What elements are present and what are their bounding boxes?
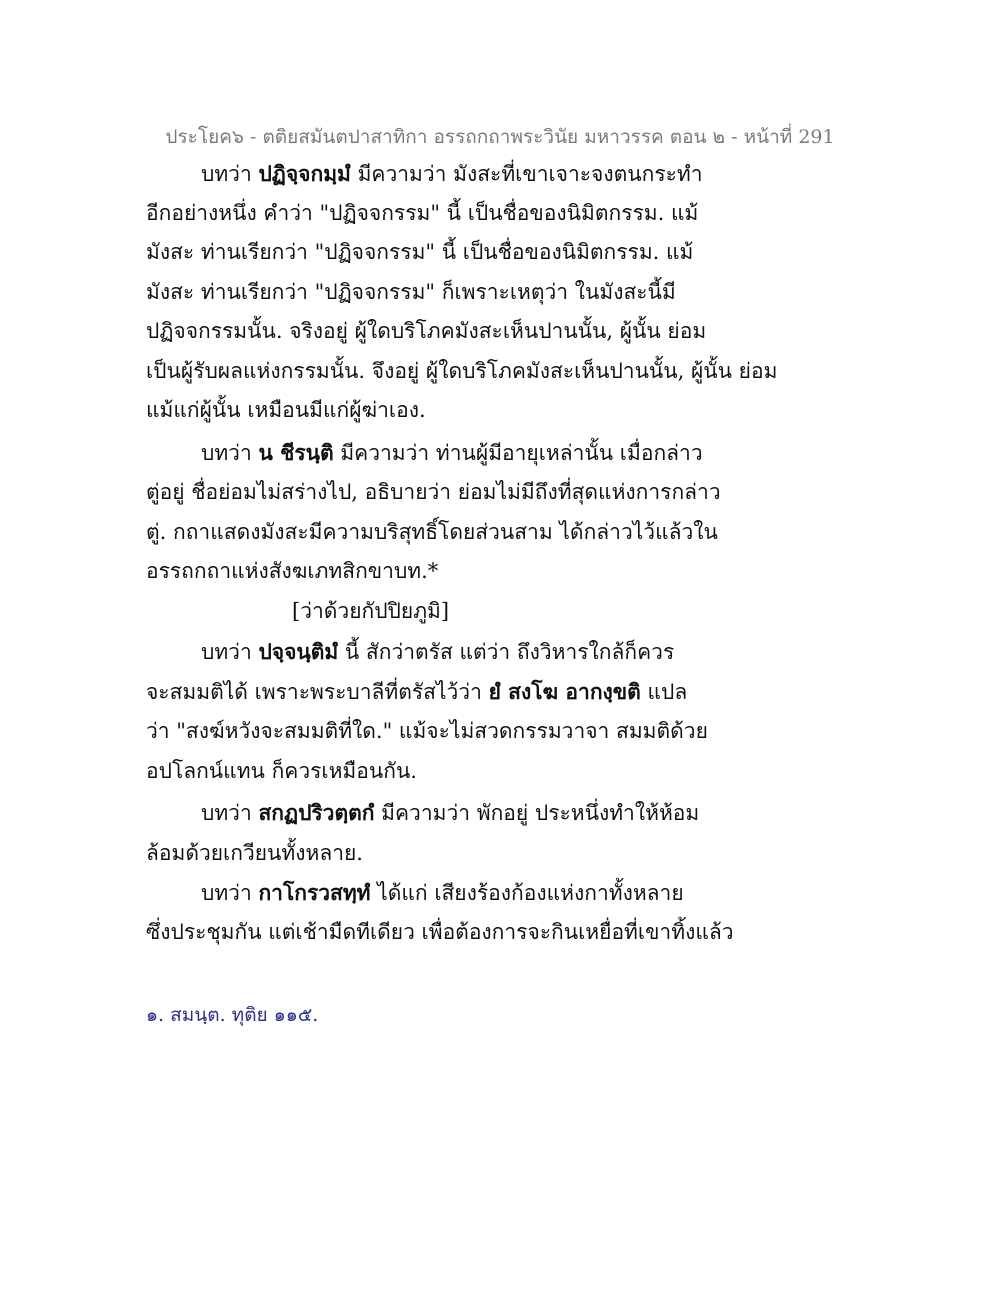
paragraph-2-line-3: ตู่. กถาแสดงมังสะมีความบริสุทธิ์โดยส่วนสาม ได้กล่าวไว้แล้วใน [146,520,718,544]
pali-term: สกฏปริวตฺตกํ [258,800,375,825]
paragraph-5-line-2: ซึ่งประชุมกัน แต่เช้ามืดทีเดียว เพื่อต้องการจะกินเหยื่อที่เขาทิ้งแล้ว [146,920,734,944]
pali-term: ปจฺจนฺติมํ [258,639,339,664]
text-run: มีความว่า มังสะที่เขาเจาะจงตนกระทำ [350,162,703,186]
paragraph-4-line-1 [201,799,699,827]
pali-term: ยํ สงโฆ อากงฺขติ [488,679,641,704]
paragraph-3-line-4: อปโลกน์แทน ก็ควรเหมือนกัน. [146,759,417,783]
section-heading: [ว่าด้วยกัปปิยภูมิ] [292,599,450,623]
text-run: แปล [640,680,688,704]
pali-term: น ชีรนฺติ [258,440,334,465]
text-run: จะสมมติได้ เพราะพระบาลีที่ตรัสไว้ว่า [146,680,489,704]
paragraph-1-line-7: แม้แก่ผู้นั้น เหมือนมีแก่ผู้ฆ่าเอง. [146,398,426,422]
page-header: ประโยค๖ - ตติยสมันตปาสาทิกา อรรถกถาพระวินัย มหาวรรค ตอน ๒ - หน้าที่ 291 [165,126,835,148]
paragraph-4-line-2: ล้อมด้วยเกวียนทั้งหลาย. [146,841,363,865]
text-run: มีความว่า ท่านผู้มีอายุเหล่านั้น เมื่อกล่าว [333,441,703,465]
paragraph-1-line-2: อีกอย่างหนึ่ง คำว่า "ปฏิจจกรรม" นี้ เป็นชื่อของนิมิตกรรม. แม้ [146,201,699,225]
paragraph-5-line-1 [201,879,684,907]
text-run: นี้ สักว่าตรัส แต่ว่า ถึงวิหารใกล้ก็ควร [338,640,675,664]
paragraph-1-line-3: มังสะ ท่านเรียกว่า "ปฏิจจกรรม" นี้ เป็นชื่อของนิมิตกรรม. แม้ [146,240,694,264]
footnote: ๑. สมนฺต. ทุติย ๑๑๕. [146,1004,319,1026]
pali-term: ปฏิจฺจกมฺมํ [258,161,351,186]
pali-term: กาโกรวสทฺทํ [258,880,371,905]
paragraph-1-line-4: มังสะ ท่านเรียกว่า "ปฏิจจกรรม" ก็เพราะเหตุว่า ในมังสะนี้มี [146,280,676,304]
paragraph-1-line-6: เป็นผู้รับผลแห่งกรรมนั้น. จึงอยู่ ผู้ใดบริโภคมังสะเห็นปานนั้น, ผู้นั้น ย่อม [146,359,778,383]
text-run: บทว่า [201,801,259,825]
text-run: บทว่า [201,640,259,664]
paragraph-2-line-1 [201,439,703,467]
paragraph-3-line-2 [146,678,687,706]
paragraph-2-line-4: อรรถกถาแห่งสังฆเภทสิกขาบท.* [146,559,439,583]
text-run: บทว่า [201,881,259,905]
text-run: บทว่า [201,162,259,186]
paragraph-3-line-1 [201,638,674,666]
text-run: บทว่า [201,441,259,465]
paragraph-2-line-2: ตู่อยู่ ชื่อย่อมไม่สร่างไป, อธิบายว่า ย่อมไม่มีถึงที่สุดแห่งการกล่าว [146,480,721,504]
paragraph-3-line-3: ว่า "สงฆ์หวังจะสมมติที่ใด." แม้จะไม่สวดกรรมวาจา สมมติด้วย [146,719,708,743]
text-run: ได้แก่ เสียงร้องก้องแห่งกาทั้งหลาย [370,881,684,905]
paragraph-1-line-1 [201,160,703,188]
text-run: มีความว่า พักอยู่ ประหนึ่งทำให้ห้อม [374,801,700,825]
paragraph-1-line-5: ปฏิจจกรรมนั้น. จริงอยู่ ผู้ใดบริโภคมังสะเห็นปานนั้น, ผู้นั้น ย่อม [146,319,707,343]
